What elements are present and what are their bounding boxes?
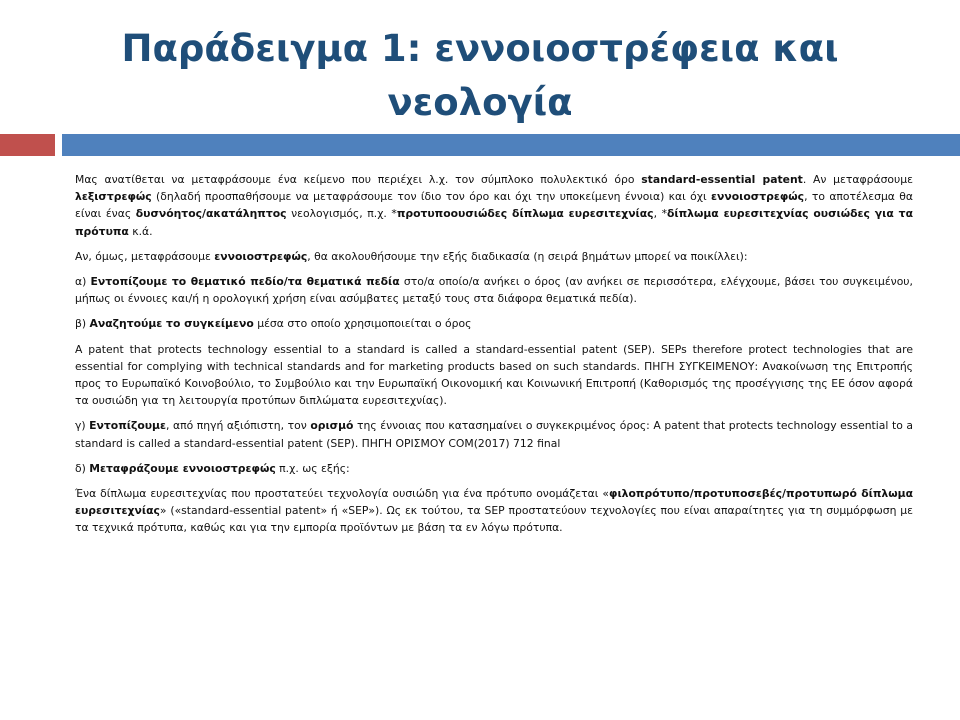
- slide-body: [75, 171, 913, 545]
- accent-bar-blue: [62, 134, 960, 156]
- accent-bar-red: [0, 134, 55, 156]
- step-b: β) Αναζητούμε το συγκείμενο μέσα στο οποίο χρησιμοποιείται ο όρος: [75, 317, 472, 331]
- step-d: δ) Μεταφράζουμε εννοιοστρεφώς π.χ. ως εξής:: [75, 461, 350, 475]
- translation-example: Ένα δίπλωμα ευρεσιτεχνίας που προστατεύει τεχνολογία ουσιώδη για ένα πρότυπο ονομάζεται «φιλοπρότυπο/προτυποσεβές/προτυπωρό δίπλωμα ευρεσιτεχνίας» («standard-essential patent» ή «SEP»). Ως εκ τούτου, τα SEP προστατεύουν τεχνολογίες που είναι απαραίτητες για τη συμμόρφωση με τα τεχνικά πρότυπα, καθώς και για την εμπορία προϊόντων με βάση τα εν λόγω πρότυπα.: [75, 487, 913, 535]
- slide-title: Παράδειγμα 1: εννοιοστρέφεια και νεολογία: [121, 27, 839, 124]
- paragraph-intro: Μας ανατίθεται να μεταφράσουμε ένα κείμενο που περιέχει λ.χ. τον σύμπλοκο πολυλεκτικό όρο standard-essential patent. Αν μεταφράσουμε λεξιστρεφώς (δηλαδή προσπαθήσουμε να μεταφράσουμε τον ίδιο τον όρο και όχι την υποκείμενη έννοια) και όχι εννοιοστρεφώς, το αποτέλεσμα θα είναι ένας δυσνόητος/ακατάληπτος νεολογισμός, π.χ. *προτυποουσιώδες δίπλωμα ευρεσιτεχνίας, *δίπλωμα ευρεσιτεχνίας ουσιώδες για τα πρότυπα κ.ά.: [75, 173, 914, 238]
- context-quote: A patent that protects technology essential to a standard is called a standard-essential patent (SEP). SEPs therefore protect technologies that are essential for complying with technical standards and for marketing products based on such standards. ΠΗΓΗ ΣΥΓΚΕΙΜΕΝΟΥ: Ανακοίνωση της Επιτροπής προς το Ευρωπαϊκό Κοινοβούλιο, το Συμβούλιο και την Ευρωπαϊκή Οικονομική και Κοινωνική Επιτροπή (Καθορισμός της προσέγγισης της ΕΕ όσον αφορά τα ουσιώδη για τη λειτουργία προτύπων διπλώματα ευρεσιτεχνίας).: [75, 342, 913, 408]
- step-c: γ) Εντοπίζουμε, από πηγή αξιόπιστη, τον ορισμό της έννοιας που κατασημαίνει ο συγκεκριμένος όρος: A patent that protects technology essential to a standard is called a standard-essential patent (SEP). ΠΗΓΗ ΟΡΙΣΜΟΥ COM(2017) 712 final: [75, 419, 913, 450]
- step-a: α) Εντοπίζουμε το θεματικό πεδίο/τα θεματικά πεδία στο/α οποίο/α ανήκει ο όρος (αν ανήκει σε περισσότερα, ελέγχουμε, βάσει του συγκειμένου, μήπως οι έννοιες και/ή η ορολογική χρήση είναι ασύμβατες μεταξύ τους στα διάφορα θεματικά πεδία).: [75, 275, 913, 306]
- paragraph-procedure: Αν, όμως, μεταφράσουμε εννοιοστρεφώς, θα ακολουθήσουμε την εξής διαδικασία (η σειρά βημάτων μπορεί να ποικίλλει):: [75, 249, 748, 263]
